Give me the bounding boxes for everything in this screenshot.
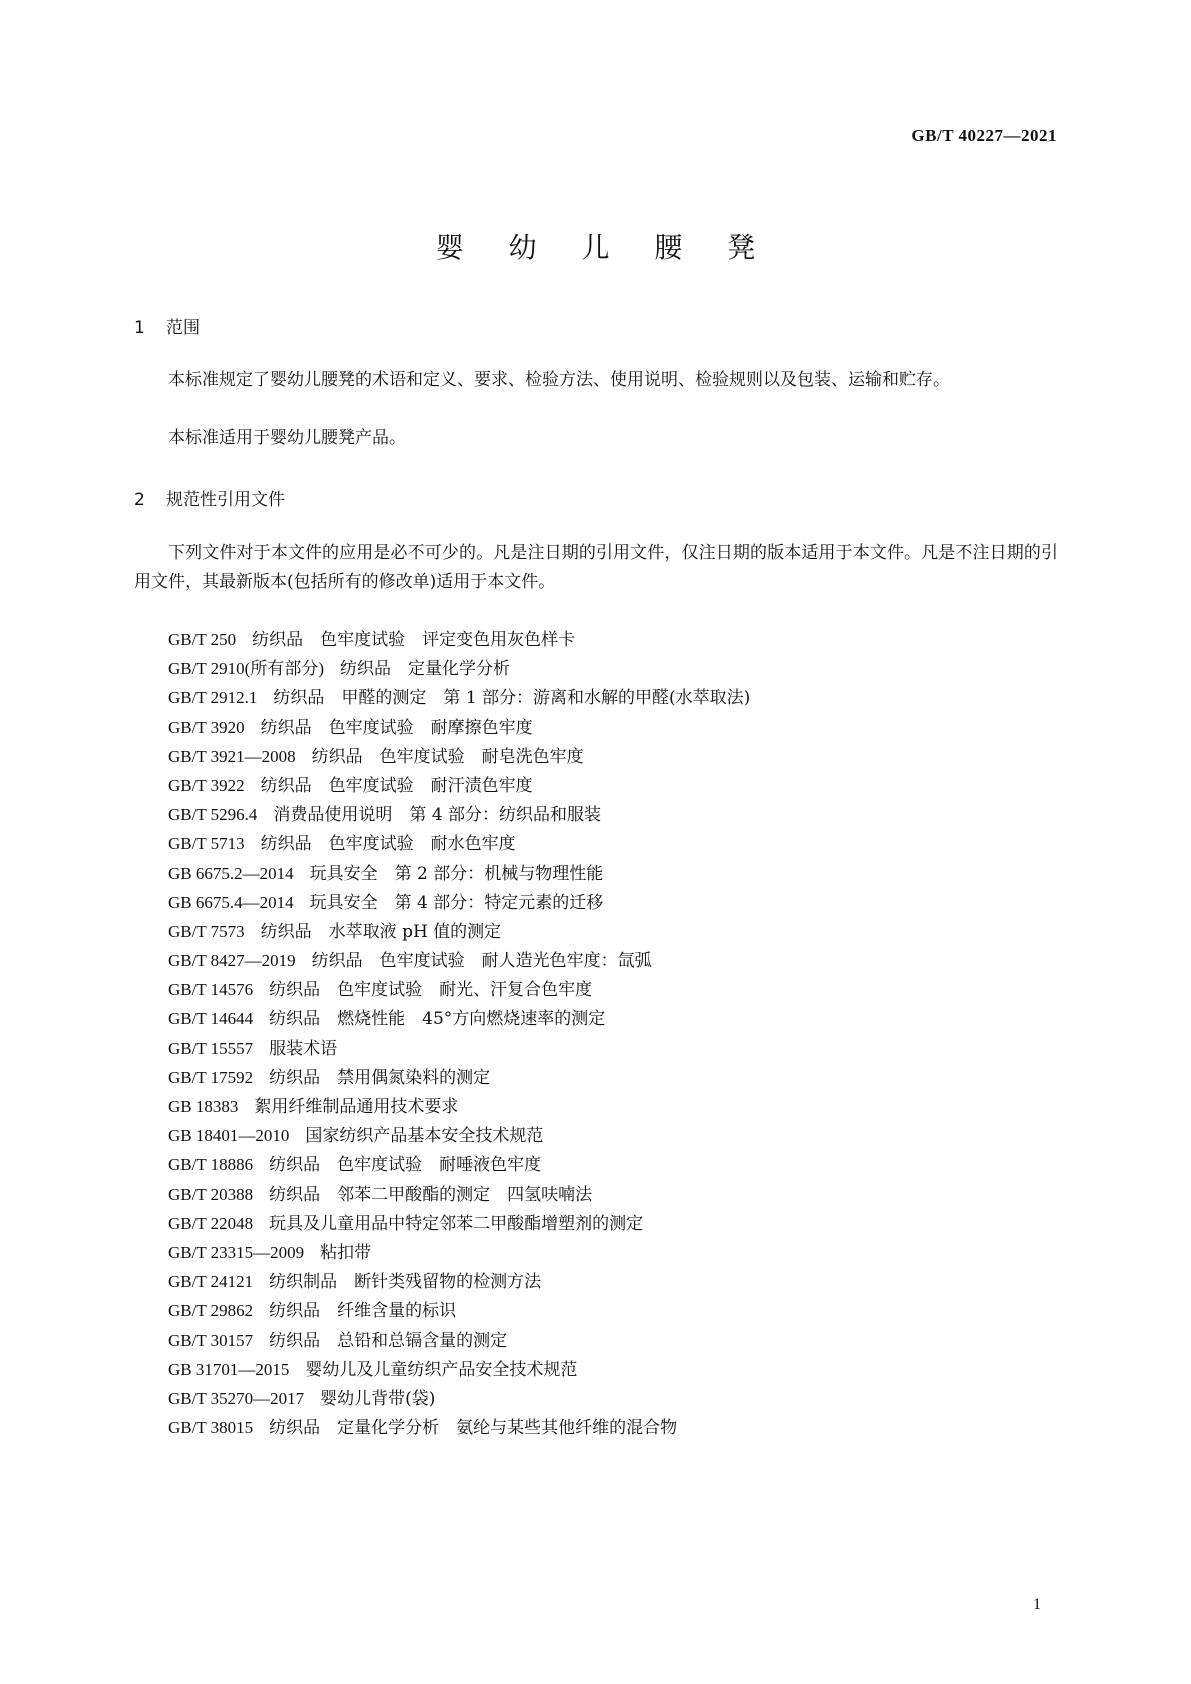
reference-title: 纺织品 色牢度试验 耐人造光色牢度：氙弧 — [311, 951, 652, 972]
reference-item — [168, 1004, 750, 1033]
reference-code: GB 6675.2—2014 — [168, 863, 294, 883]
reference-item — [168, 742, 750, 771]
reference-title: 婴幼儿及儿童纺织产品安全技术规范 — [305, 1359, 578, 1380]
reference-code: GB/T 15557 — [168, 1038, 254, 1058]
reference-item — [168, 1150, 750, 1179]
reference-title: 纺织品 色牢度试验 耐摩擦色牢度 — [260, 717, 533, 738]
reference-item — [168, 713, 750, 742]
reference-title: 玩具及儿童用品中特定邻苯二甲酸酯增塑剂的测定 — [269, 1213, 644, 1234]
reference-item — [168, 859, 750, 888]
reference-item — [168, 1238, 750, 1267]
reference-code: GB/T 3920 — [168, 717, 245, 737]
reference-code: GB/T 20388 — [168, 1184, 254, 1204]
reference-code: GB/T 18886 — [168, 1155, 254, 1175]
reference-code: GB/T 2910(所有部分) — [168, 659, 324, 679]
reference-item — [168, 1355, 750, 1384]
reference-title: 婴幼儿背带(袋) — [320, 1388, 436, 1409]
reference-code: GB/T 24121 — [168, 1272, 254, 1292]
reference-code: GB/T 3921—2008 — [168, 746, 296, 766]
section-1-paragraph-applicability: 本标准适用于婴幼儿腰凳产品。 — [168, 428, 406, 448]
reference-title: 玩具安全 第 2 部分：机械与物理性能 — [309, 863, 604, 884]
reference-title: 纺织制品 断针类残留物的检测方法 — [269, 1272, 542, 1293]
reference-code: GB 18401—2010 — [168, 1126, 290, 1146]
reference-code: GB/T 22048 — [168, 1213, 254, 1233]
reference-code: GB/T 2912.1 — [168, 688, 258, 708]
reference-code: GB/T 35270—2017 — [168, 1388, 305, 1408]
reference-title: 纺织品 总铅和总镉含量的测定 — [269, 1330, 508, 1351]
reference-code: GB/T 250 — [168, 630, 237, 649]
document-title: 婴 幼 儿 腰 凳 — [435, 231, 774, 264]
reference-title: 纺织品 水萃取液 pH 值的测定 — [260, 921, 502, 942]
reference-item — [168, 1121, 750, 1150]
reference-item — [168, 800, 750, 829]
reference-code: GB/T 7573 — [168, 921, 245, 941]
reference-item — [168, 1413, 750, 1442]
reference-title: 服装术语 — [269, 1038, 338, 1059]
reference-item — [168, 1063, 750, 1092]
section-1-number: 1 — [134, 318, 145, 338]
reference-code: GB/T 3922 — [168, 775, 245, 795]
reference-title: 纺织品 色牢度试验 评定变色用灰色样卡 — [252, 630, 576, 650]
reference-code: GB/T 38015 — [168, 1418, 254, 1438]
reference-item — [168, 829, 750, 858]
reference-code: GB 6675.4—2014 — [168, 892, 294, 912]
reference-item — [168, 1384, 750, 1413]
reference-item — [168, 654, 750, 683]
reference-code: GB 31701—2015 — [168, 1359, 290, 1379]
reference-code: GB/T 8427—2019 — [168, 951, 296, 971]
section-2-number: 2 — [134, 490, 145, 510]
reference-title: 消费品使用说明 第 4 部分：纺织品和服装 — [273, 805, 602, 826]
reference-title: 国家纺织产品基本安全技术规范 — [305, 1126, 544, 1147]
reference-title: 纺织品 色牢度试验 耐光、汗复合色牢度 — [269, 980, 593, 1001]
reference-item — [168, 1209, 750, 1238]
reference-title: 絮用纤维制品通用技术要求 — [254, 1097, 459, 1117]
reference-code: GB/T 14644 — [168, 1009, 254, 1029]
page-number: 1 — [1033, 1596, 1041, 1613]
reference-title: 纺织品 甲醛的测定 第 1 部分：游离和水解的甲醛(水萃取法) — [273, 688, 751, 709]
reference-item — [168, 1267, 750, 1296]
reference-item — [168, 1296, 750, 1325]
reference-title: 纺织品 色牢度试验 耐皂洗色牢度 — [311, 746, 584, 767]
reference-item — [168, 946, 750, 975]
section-1-title: 范围 — [166, 318, 200, 338]
reference-item — [168, 975, 750, 1004]
reference-item — [168, 1034, 750, 1063]
reference-title: 纺织品 定量化学分析 — [340, 659, 510, 680]
standard-number: GB/T 40227—2021 — [911, 126, 1057, 145]
reference-title: 玩具安全 第 4 部分：特定元素的迁移 — [309, 892, 604, 913]
section-2-intro: 下列文件对于本文件的应用是必不可少的。凡是注日期的引用文件，仅注日期的版本适用于本文件。凡是不注日期的引用文件，其最新版本(包括所有的修改单)适用于本文件。 — [134, 543, 1058, 592]
reference-code: GB/T 5713 — [168, 834, 245, 854]
section-2-heading — [134, 485, 285, 510]
reference-code: GB/T 29862 — [168, 1301, 254, 1321]
reference-item — [168, 1092, 750, 1121]
reference-title: 纺织品 色牢度试验 耐汗渍色牢度 — [260, 775, 533, 796]
reference-code: GB 18383 — [168, 1097, 239, 1116]
reference-title: 纺织品 色牢度试验 耐唾液色牢度 — [269, 1155, 542, 1176]
reference-item — [168, 683, 750, 712]
reference-title: 纺织品 燃烧性能 45°方向燃烧速率的测定 — [269, 1009, 606, 1030]
reference-code: GB/T 17592 — [168, 1067, 254, 1087]
section-1-heading — [134, 313, 200, 338]
reference-item — [168, 917, 750, 946]
reference-code: GB/T 5296.4 — [168, 805, 258, 825]
reference-title: 纺织品 邻苯二甲酸酯的测定 四氢呋喃法 — [269, 1184, 593, 1205]
reference-title: 纺织品 纤维含量的标识 — [269, 1301, 457, 1322]
reference-item — [168, 1180, 750, 1209]
reference-title: 纺织品 禁用偶氮染料的测定 — [269, 1067, 491, 1088]
reference-title: 纺织品 定量化学分析 氨纶与某些其他纤维的混合物 — [269, 1418, 678, 1439]
reference-item — [168, 1326, 750, 1355]
reference-item — [168, 771, 750, 800]
reference-code: GB/T 14576 — [168, 980, 254, 1000]
reference-code: GB/T 23315—2009 — [168, 1242, 305, 1262]
reference-title: 粘扣带 — [320, 1242, 372, 1263]
section-2-title: 规范性引用文件 — [166, 490, 285, 510]
reference-title: 纺织品 色牢度试验 耐水色牢度 — [260, 834, 516, 855]
reference-item — [168, 625, 750, 654]
section-1-paragraph-scope: 本标准规定了婴幼儿腰凳的术语和定义、要求、检验方法、使用说明、检验规则以及包装、运输和贮存。 — [168, 370, 950, 390]
normative-references-list — [168, 625, 750, 1442]
reference-code: GB/T 30157 — [168, 1330, 254, 1350]
reference-item — [168, 888, 750, 917]
